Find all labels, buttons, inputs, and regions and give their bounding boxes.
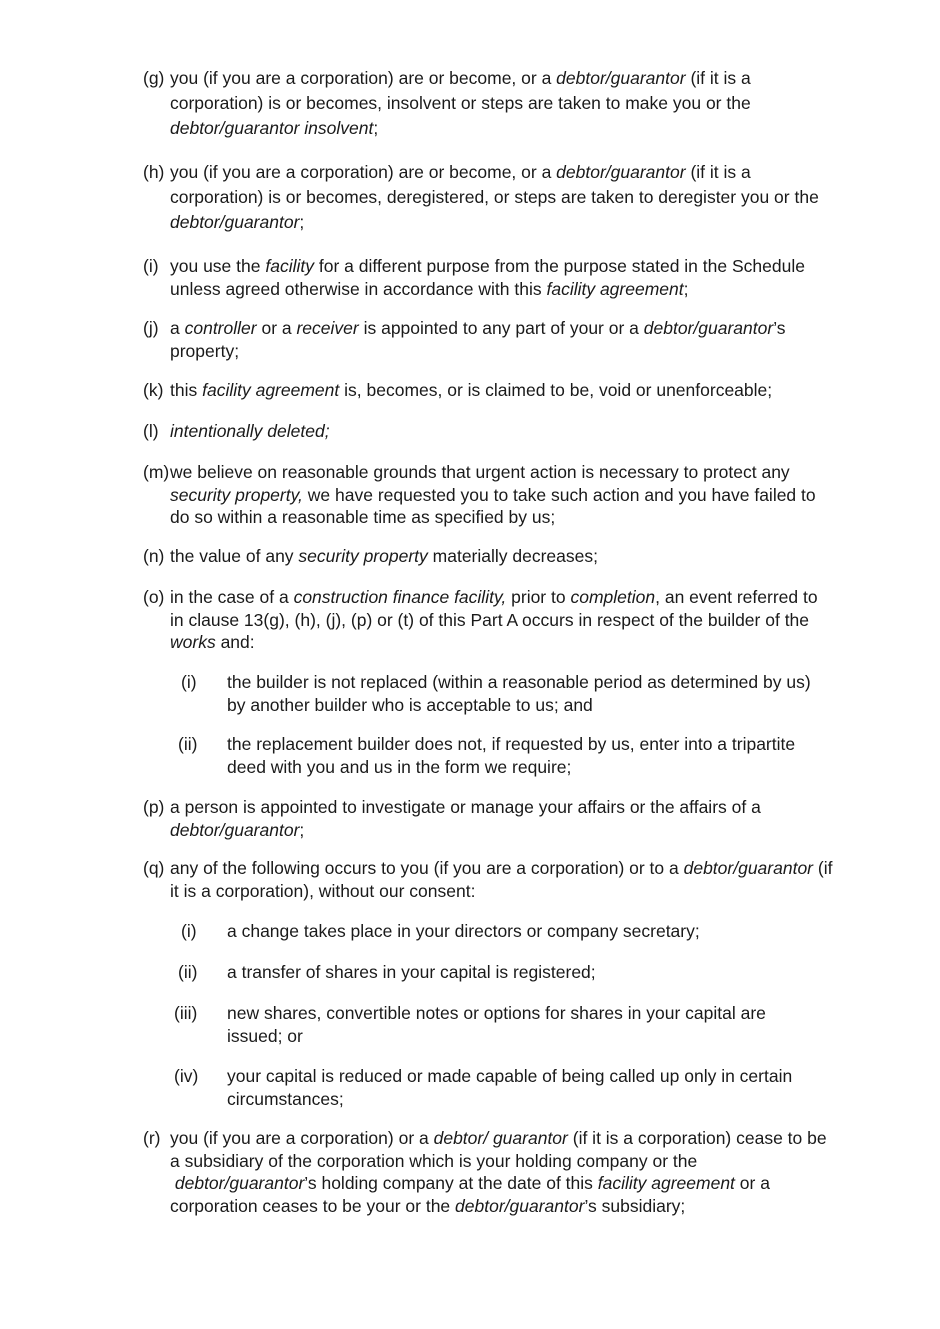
clause-text: you use the facility for a different purpose from the purpose stated in the Schedule unless agreed otherwise in accordance with this facility agreement; <box>170 256 805 299</box>
clause-label: (r) <box>143 1128 161 1148</box>
clause-label: (k) <box>143 380 164 400</box>
clause-text: a person is appointed to investigate or manage your affairs or the affairs of a debtor/guarantor; <box>170 797 761 840</box>
clause-text: you (if you are a corporation) are or become, or a debtor/guarantor (if it is a corporation) is or becomes, insolvent or steps are taken to make you or the debtor/guarantor insolvent; <box>170 68 751 138</box>
clause-text: this facility agreement is, becomes, or is claimed to be, void or unenforceable; <box>170 380 773 400</box>
subclause-q-ii <box>172 961 822 984</box>
clause-g <box>143 66 833 141</box>
subclause-label: (iii) <box>174 1003 198 1023</box>
clause-r <box>143 1127 833 1217</box>
subclause-text: the replacement builder does not, if requested by us, enter into a tripartite deed with you and us in the form we require; <box>227 734 796 777</box>
clause-text: intentionally deleted; <box>170 421 330 441</box>
clause-m <box>143 461 833 529</box>
clause-text: any of the following occurs to you (if you are a corporation) or to a debtor/guarantor (if it is a corporation), without our consent: <box>170 858 833 901</box>
subclause-text: the builder is not replaced (within a reasonable period as determined by us) by another builder who is acceptable to us; and <box>227 672 811 715</box>
subclause-label: (ii) <box>178 734 198 754</box>
subclause-q-iv <box>172 1065 822 1110</box>
subclause-text: a change takes place in your directors or company secretary; <box>227 921 700 941</box>
clause-h <box>143 160 833 235</box>
clause-text: you (if you are a corporation) are or become, or a debtor/guarantor (if it is a corporation) is or becomes, deregistered, or steps are taken to deregister you or the debtor/guarantor; <box>170 162 819 232</box>
subclause-o-i <box>172 671 822 716</box>
clause-text: a controller or a receiver is appointed to any part of your or a debtor/guarantor’s property; <box>170 318 786 361</box>
clause-text: the value of any security property materially decreases; <box>170 546 598 566</box>
clause-i <box>143 255 833 300</box>
clause-label: (m) <box>143 462 170 482</box>
clause-label: (p) <box>143 797 165 817</box>
subclause-o-ii <box>172 733 822 778</box>
subclause-label: (ii) <box>178 962 198 982</box>
clause-text: in the case of a construction finance facility, prior to completion, an event referred to in clause 13(g), (h), (j), (p) or (t) of this Part A occurs in respect of the builder of the works and: <box>170 587 818 652</box>
subclause-text: new shares, convertible notes or options for shares in your capital are issued; or <box>227 1003 766 1046</box>
subclause-q-iii <box>172 1002 822 1047</box>
clause-label: (h) <box>143 162 165 182</box>
subclause-label: (i) <box>181 921 197 941</box>
clause-text: we believe on reasonable grounds that urgent action is necessary to protect any security property, we have requested you to take such action and you have failed to do so within a reasonable time as specified by us; <box>170 462 816 527</box>
subclause-text: your capital is reduced or made capable of being called up only in certain circumstances; <box>227 1066 793 1109</box>
clause-label: (l) <box>143 421 159 441</box>
clause-p <box>143 796 833 841</box>
subclause-label: (i) <box>181 672 197 692</box>
subclause-label: (iv) <box>174 1066 199 1086</box>
clause-label: (o) <box>143 587 165 607</box>
clause-label: (g) <box>143 68 165 88</box>
clause-label: (n) <box>143 546 165 566</box>
clause-text: you (if you are a corporation) or a debtor/ guarantor (if it is a corporation) cease to be a subsidiary of the corporation which is your holding company or the debtor/guarantor’s holding company at the date of this facility agreement or a corporation ceases to be your or the debtor/guarantor’s subsidiary; <box>170 1128 827 1216</box>
clause-j <box>143 317 833 362</box>
clause-k <box>143 379 843 402</box>
clause-label: (j) <box>143 318 159 338</box>
clause-q <box>143 857 833 902</box>
clause-label: (i) <box>143 256 159 276</box>
subclause-text: a transfer of shares in your capital is registered; <box>227 962 596 982</box>
clause-l <box>143 420 833 443</box>
subclause-q-i <box>172 920 822 943</box>
clause-n <box>143 545 833 568</box>
clause-o <box>143 586 833 654</box>
clause-label: (q) <box>143 858 165 878</box>
